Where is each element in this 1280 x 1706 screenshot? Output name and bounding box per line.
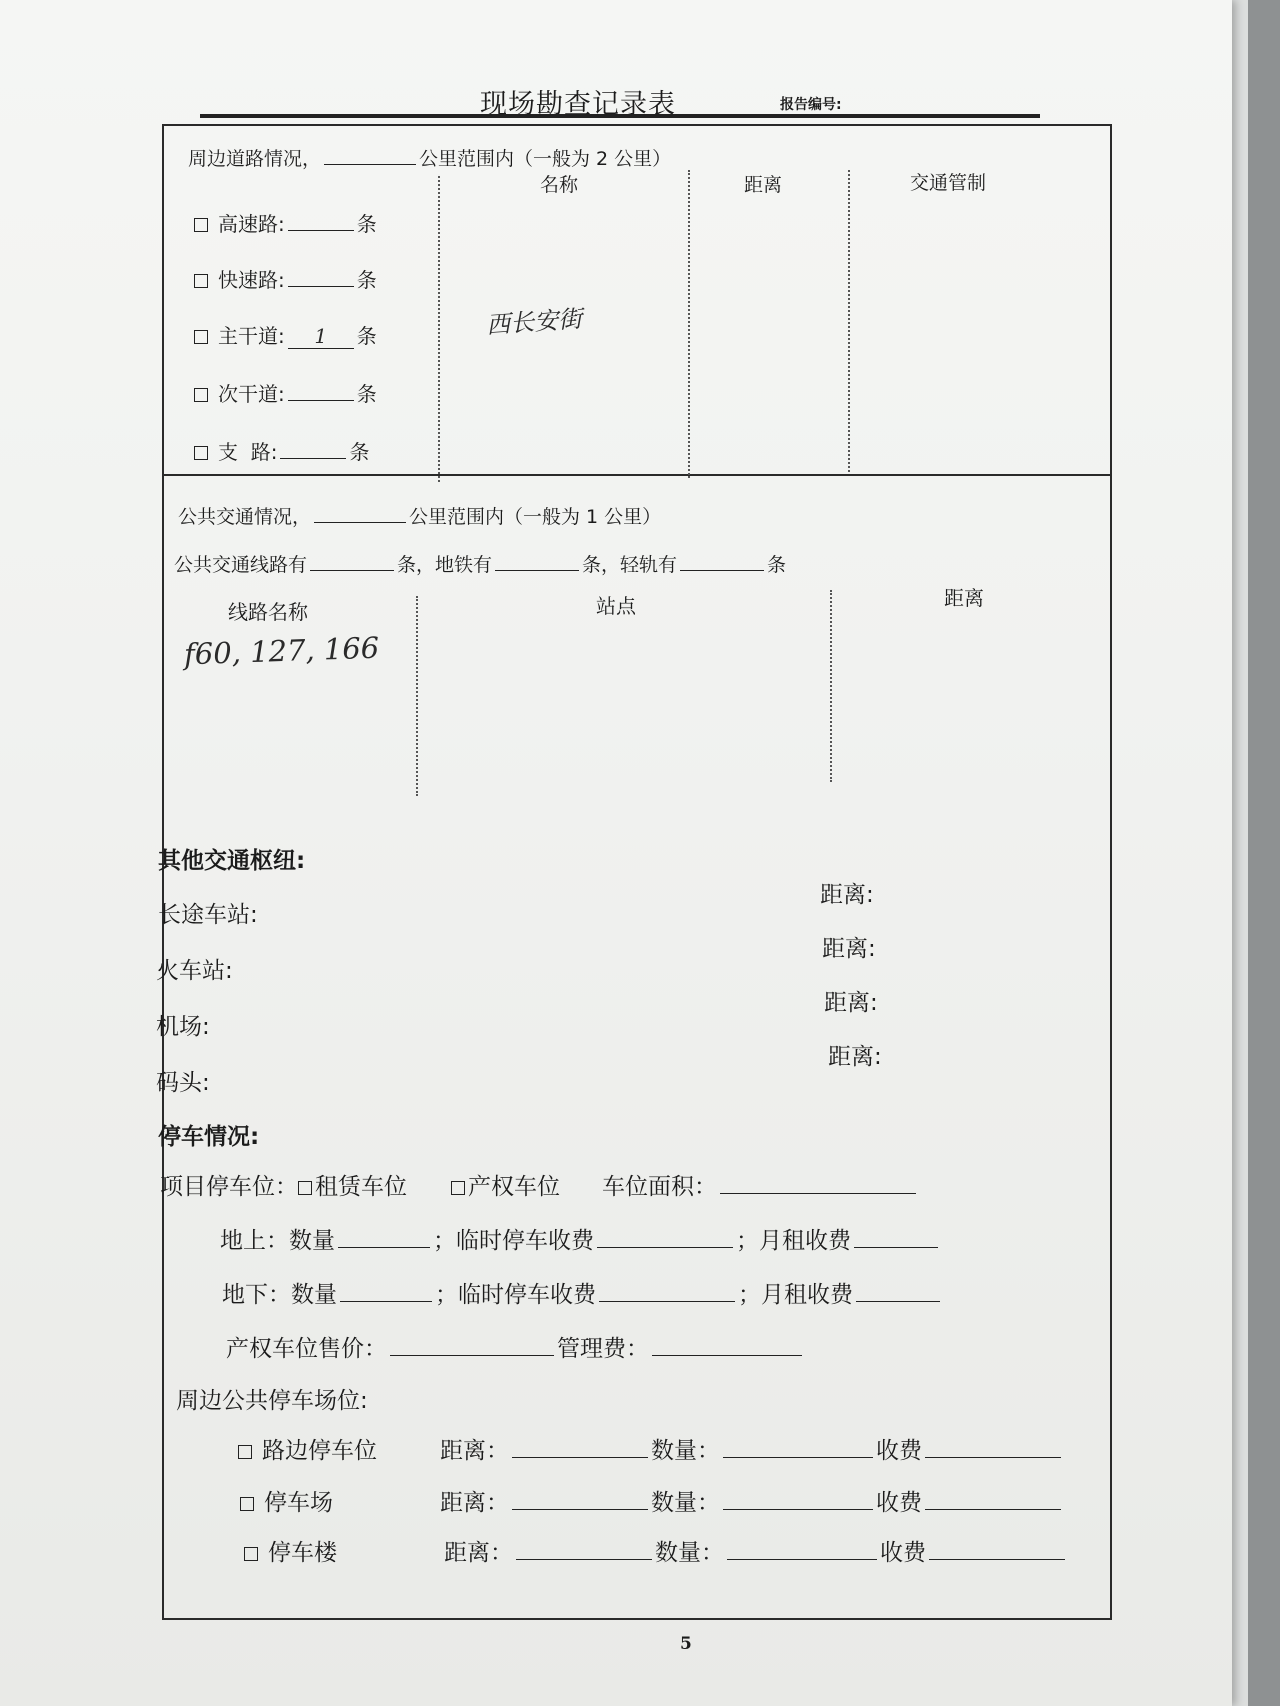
transit-col-line: 线路名称 xyxy=(228,600,308,624)
transit-heading: 公共交通情况， xyxy=(178,506,312,528)
property-price-row xyxy=(226,1330,805,1363)
public-parking-checkbox[interactable] xyxy=(240,1497,254,1511)
public-parking-heading: 周边公共停车场位: xyxy=(176,1388,368,1414)
road-checkbox-expressway[interactable] xyxy=(194,218,208,232)
underground-row xyxy=(222,1276,943,1309)
roads-range-field[interactable] xyxy=(324,163,416,165)
parking-area-field[interactable] xyxy=(720,1192,916,1194)
road-row-expressway xyxy=(194,208,377,237)
public-fee-field[interactable] xyxy=(925,1456,1061,1458)
lease-checkbox[interactable] xyxy=(298,1181,312,1195)
public-fee-field[interactable] xyxy=(929,1558,1065,1560)
public-distance-field[interactable] xyxy=(512,1456,648,1458)
handwritten-road-name: 西长安街 xyxy=(485,304,584,340)
public-count-field[interactable] xyxy=(723,1456,873,1458)
roads-divider-3 xyxy=(848,170,850,472)
road-row-arterial xyxy=(194,320,377,349)
public-count-field[interactable] xyxy=(723,1508,873,1510)
transit-range: 公里范围内（一般为 1 公里） xyxy=(409,506,662,528)
road-unit: 条 xyxy=(356,268,377,292)
hub-label-pier: 码头: xyxy=(156,1070,210,1096)
above-monthly-fee-field[interactable] xyxy=(854,1246,938,1248)
road-unit: 条 xyxy=(349,440,370,464)
roads-col-traffic: 交通管制 xyxy=(910,172,987,194)
page-number: 5 xyxy=(680,1634,692,1654)
road-checkbox-secondary[interactable] xyxy=(194,388,208,402)
above-monthly-fee-label: ；月租收费 xyxy=(736,1228,851,1254)
roads-range: 公里范围内（一般为 2 公里） xyxy=(419,148,672,170)
property-price-label: 产权车位售价： xyxy=(226,1336,387,1362)
above-temp-fee-label: ；临时停车收费 xyxy=(433,1228,594,1254)
road-checkbox-arterial[interactable] xyxy=(194,330,208,344)
below-count-label: 地下：数量 xyxy=(222,1282,337,1308)
above-count-field[interactable] xyxy=(338,1246,430,1248)
roads-heading: 周边道路情况， xyxy=(188,148,322,170)
road-unit: 条 xyxy=(356,324,377,348)
below-count-field[interactable] xyxy=(340,1300,432,1302)
public-count-field[interactable] xyxy=(727,1558,877,1560)
handwritten-bus-lines: f60, 127, 166 xyxy=(183,630,380,672)
above-ground-row xyxy=(220,1222,941,1255)
above-count-label: 地上：数量 xyxy=(220,1228,335,1254)
roads-col-name: 名称 xyxy=(540,174,579,196)
road-count-branch[interactable] xyxy=(280,457,346,459)
property-price-field[interactable] xyxy=(390,1354,554,1356)
bus-lines-count[interactable] xyxy=(310,569,394,571)
metro-label: 条，地铁有 xyxy=(397,554,493,576)
road-count-fastway[interactable] xyxy=(288,285,354,287)
public-parking-row xyxy=(238,1432,1064,1465)
public-parking-label: 停车楼 xyxy=(268,1540,337,1566)
roads-col-distance: 距离 xyxy=(744,174,783,196)
section-divider xyxy=(164,474,1110,476)
road-row-secondary xyxy=(194,378,377,407)
public-distance-field[interactable] xyxy=(516,1558,652,1560)
report-number-label: 报告编号: xyxy=(780,97,842,113)
public-parking-label: 停车场 xyxy=(264,1490,333,1516)
public-distance-label: 距离： xyxy=(440,1490,509,1516)
road-count-arterial[interactable]: 1 xyxy=(288,324,354,349)
transit-col-stop: 站点 xyxy=(596,594,636,618)
form-header xyxy=(200,80,1040,122)
hub-distance-pier: 距离: xyxy=(828,1044,882,1070)
road-row-branch xyxy=(194,436,369,465)
road-label-secondary: 次干道: xyxy=(218,382,285,406)
hub-distance-airport: 距离: xyxy=(824,990,878,1016)
hub-label-train-station: 火车站: xyxy=(156,958,233,984)
public-fee-label: 收费 xyxy=(880,1540,926,1566)
road-label-arterial: 主干道: xyxy=(218,324,285,348)
public-parking-checkbox[interactable] xyxy=(238,1445,252,1459)
public-fee-label: 收费 xyxy=(876,1438,922,1464)
hub-label-airport: 机场: xyxy=(156,1014,210,1040)
transit-range-field[interactable] xyxy=(314,521,406,523)
public-parking-label: 路边停车位 xyxy=(262,1438,377,1464)
below-temp-fee-field[interactable] xyxy=(599,1300,735,1302)
property-option-label: 产权车位 xyxy=(468,1174,560,1200)
light-rail-label: 条，轻轨有 xyxy=(582,554,678,576)
property-checkbox[interactable] xyxy=(451,1181,465,1195)
header-rule xyxy=(200,114,1040,118)
transit-lines-label: 公共交通线路有 xyxy=(174,554,308,576)
public-parking-checkbox[interactable] xyxy=(244,1547,258,1561)
hub-label-bus-station: 长途车站: xyxy=(158,902,258,928)
roads-heading-row xyxy=(188,144,671,171)
road-checkbox-branch[interactable] xyxy=(194,446,208,460)
road-row-fastway xyxy=(194,264,377,293)
light-rail-count[interactable] xyxy=(680,569,764,571)
form-title: 现场勘查记录表 xyxy=(480,89,676,120)
road-label-expressway: 高速路: xyxy=(218,212,285,236)
public-parking-row xyxy=(240,1484,1064,1517)
road-checkbox-fastway[interactable] xyxy=(194,274,208,288)
public-distance-label: 距离： xyxy=(440,1438,509,1464)
public-distance-label: 距离： xyxy=(444,1540,513,1566)
road-label-fastway: 快速路: xyxy=(218,268,285,292)
public-fee-field[interactable] xyxy=(925,1508,1061,1510)
road-unit: 条 xyxy=(356,212,377,236)
public-fee-label: 收费 xyxy=(876,1490,922,1516)
hub-distance-bus-station: 距离: xyxy=(820,882,874,908)
project-parking-row xyxy=(160,1168,919,1201)
parking-heading: 停车情况: xyxy=(158,1124,260,1150)
below-monthly-fee-label: ；月租收费 xyxy=(738,1282,853,1308)
road-unit: 条 xyxy=(356,382,377,406)
transit-heading-row xyxy=(178,502,661,529)
road-count-expressway[interactable] xyxy=(288,229,354,231)
light-rail-unit: 条 xyxy=(767,554,787,576)
metro-count[interactable] xyxy=(495,569,579,571)
public-count-label: 数量： xyxy=(655,1540,724,1566)
parking-area-label: 车位面积： xyxy=(602,1174,717,1200)
roads-divider-2 xyxy=(688,170,690,478)
management-fee-field[interactable] xyxy=(652,1354,802,1356)
public-count-label: 数量： xyxy=(651,1438,720,1464)
road-label-branch: 支 路: xyxy=(218,440,278,464)
transit-col-distance: 距离 xyxy=(944,586,984,610)
management-fee-label: 管理费： xyxy=(557,1336,649,1362)
transit-divider-1 xyxy=(416,596,418,796)
public-count-label: 数量： xyxy=(651,1490,720,1516)
roads-divider-1 xyxy=(438,176,440,482)
public-parking-row xyxy=(244,1534,1068,1567)
road-count-secondary[interactable] xyxy=(288,399,354,401)
above-temp-fee-field[interactable] xyxy=(597,1246,733,1248)
below-temp-fee-label: ；临时停车收费 xyxy=(435,1282,596,1308)
below-monthly-fee-field[interactable] xyxy=(856,1300,940,1302)
transit-divider-2 xyxy=(830,590,832,782)
hubs-heading: 其他交通枢纽: xyxy=(158,848,306,874)
public-distance-field[interactable] xyxy=(512,1508,648,1510)
lease-option-label: 租赁车位 xyxy=(315,1174,407,1200)
hub-distance-train-station: 距离: xyxy=(822,936,876,962)
transit-lines-row xyxy=(174,550,786,577)
project-parking-label: 项目停车位： xyxy=(160,1174,298,1200)
